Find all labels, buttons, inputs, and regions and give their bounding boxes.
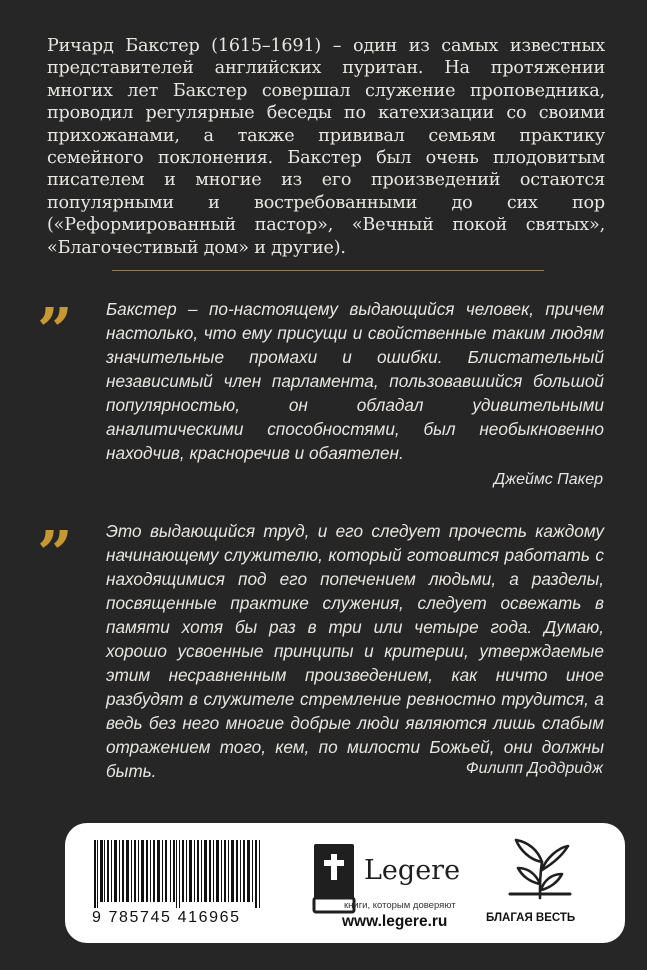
publisher-tagline: книги, которым доверяют <box>344 900 456 911</box>
divider <box>112 270 544 271</box>
isbn-number: 9 785745 416965 <box>92 909 241 926</box>
barcode <box>92 840 264 908</box>
publisher-description: Ричард Бакстер (1615–1691) – один из самых известных представителей английских пуритан. На протяжении многих лет Бакстер совершал служение проповедника, проводил регулярные беседы по катехизации со своими прихожанами, а также прививал семьям практику семейного поклонения. Бакстер был очень плодовитым писателем и многие из его произведений остаются популярными и востребованными до сих пор («Реформированный пастор», «Вечный покой святых», «Благочестивый дом» и другие). <box>47 36 605 258</box>
partner-label: БЛАГАЯ ВЕСТЬ <box>486 912 576 924</box>
quote-author-packer: Джеймс Пакер <box>493 471 603 488</box>
quote-packer: Бакстер – по-настоящему выдающийся человек, причем настолько, что ему присущи и свойственные таким людям значительные промахи и ошибки. Блистательный независимый член парламента, пользовавшийся большой популярностью, он обладал удивительными аналитическими способностями, был необыкновенно находчив, красноречив и обаятелен. <box>106 299 604 463</box>
quote-doddridge: Это выдающийся труд, и его следует прочесть каждому начинающему служителю, который готовится работать с находящимися под его попечением людьми, а разделы, посвященные практике служения, следует освежать в памяти хотя бы раз в три или четыре года. Думаю, хорошо усвоенные принципы и критерии, утверждаемые этим несравненным произведением, как ничто иное разбудят в служителе стремление ревностно трудится, а ведь без него многие добрые люди являются лишь слабым отражением того, кем, по милости Божьей, они должны быть. <box>106 521 604 781</box>
publisher-url: www.legere.ru <box>342 913 448 930</box>
sprout-logo-icon <box>500 836 580 900</box>
quote-mark-icon: ” <box>37 517 73 590</box>
publisher-name: Legere <box>364 855 461 886</box>
quote-author-doddridge: Филипп Доддридж <box>465 760 603 777</box>
quote-mark-icon: ” <box>37 294 73 367</box>
